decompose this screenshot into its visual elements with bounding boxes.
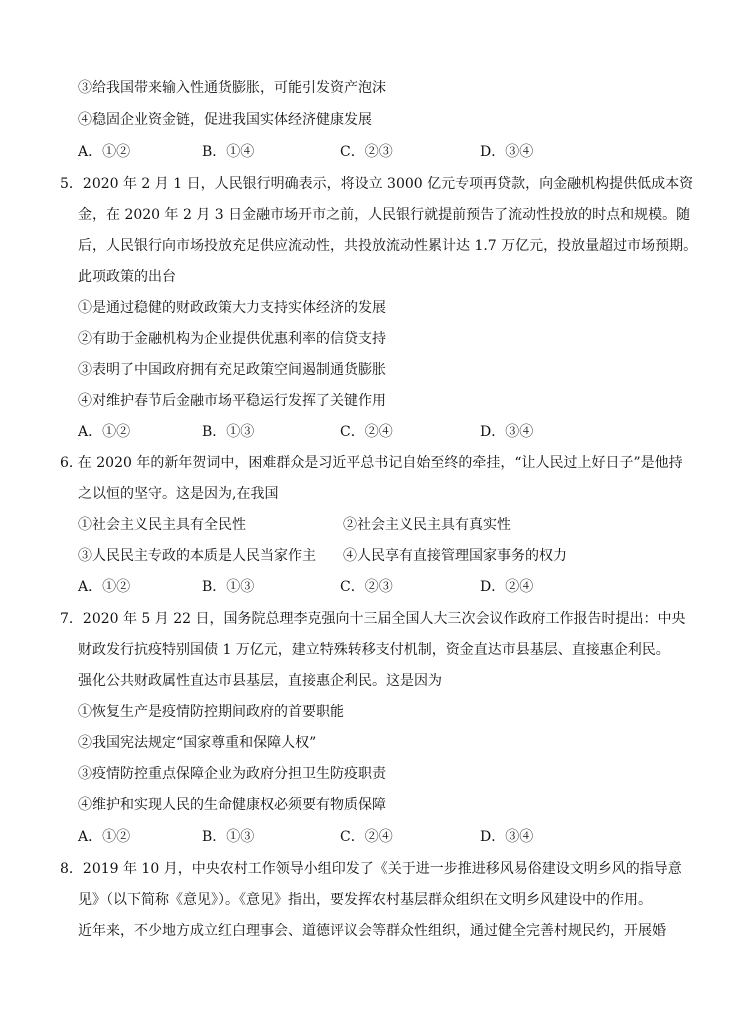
q6-option-3: ③人民民主专政的本质是人民当家作主 <box>78 548 316 564</box>
q7-option-3: ③疫情防控重点保障企业为政府分担卫生防疫职责 <box>78 766 386 782</box>
q8-stem-line-2: 见》（以下简称《意见》）。《意见》指出，要发挥农村基层群众组织在文明乡风建设中的作用。 <box>78 892 652 908</box>
q6-answer-c: C．②③ <box>340 579 393 595</box>
q5-answer-a: A．①② <box>78 424 131 440</box>
q6-option-1: ①社会主义民主具有全民性 <box>78 517 246 533</box>
q7-option-1: ①恢复生产是疫情防控期间政府的首要职能 <box>78 704 344 720</box>
q5-answer-c: C．②④ <box>340 424 393 440</box>
q7-option-2: ②我国宪法规定“国家尊重和保障人权” <box>78 735 317 751</box>
q5-option-3: ③表明了中国政府拥有充足政策空间遏制通货膨胀 <box>78 362 386 378</box>
q7-option-4: ④维护和实现人民的生命健康权必须要有物质保障 <box>78 797 386 813</box>
q7-answer-c: C．②④ <box>340 829 393 845</box>
q6-answer-a: A．①② <box>78 579 131 595</box>
q7-answer-a: A．①② <box>78 829 131 845</box>
q5-stem-line-1: 5．2020 年 2 月 1 日，人民银行明确表示，将设立 3000 亿元专项再贷款，向金融机构提供低成本资 <box>60 176 694 192</box>
q4-answer-d: D．③④ <box>480 144 534 160</box>
q6-stem-line-2: 之以恒的坚守。这是因为,在我国 <box>78 486 279 502</box>
q7-answer-d: D．③④ <box>480 829 534 845</box>
q7-stem-line-3: 强化公共财政属性直达市县基层，直接惠企利民。这是因为 <box>78 673 442 689</box>
q5-stem-line-2: 金，在 2020 年 2 月 3 日金融市场开市之前，人民银行就提前预告了流动性投放的时点和规模。随 <box>78 207 691 223</box>
q5-stem-line-4: 此项政策的出台 <box>78 269 176 285</box>
q8-stem-line-1: 8．2019 年 10 月，中央农村工作领导小组印发了《关于进一步推进移风易俗建设文明乡风的指导意 <box>60 861 682 877</box>
q6-option-2: ②社会主义民主具有真实性 <box>343 517 511 533</box>
q5-option-2: ②有助于金融机构为企业提供优惠利率的信贷支持 <box>78 331 386 347</box>
q7-stem-line-1: 7．2020 年 5 月 22 日，国务院总理李克强向十三届全国人大三次会议作政府工作报告时提出：中央 <box>60 611 686 627</box>
q5-option-1: ①是通过稳健的财政政策大力支持实体经济的发展 <box>78 300 386 316</box>
q7-answer-b: B．①③ <box>202 829 255 845</box>
q5-answer-b: B．①③ <box>202 424 255 440</box>
q5-stem-line-3: 后，人民银行向市场投放充足供应流动性，共投放流动性累计达 1.7 万亿元，投放量超过市场预期。 <box>78 238 698 254</box>
q6-stem-line-1: 6. 在 2020 年的新年贺词中，困难群众是习近平总书记自始至终的牵挂，“让人民过上好日子”是他持 <box>60 455 683 471</box>
q6-answer-b: B．①③ <box>202 579 255 595</box>
q4-option-4: ④稳固企业资金链，促进我国实体经济健康发展 <box>78 112 372 128</box>
q4-answer-a: A．①② <box>78 144 131 160</box>
q6-option-4: ④人民享有直接管理国家事务的权力 <box>343 548 567 564</box>
q4-option-3: ③给我国带来输入性通货膨胀，可能引发资产泡沫 <box>78 80 386 96</box>
q5-option-4: ④对维护春节后金融市场平稳运行发挥了关键作用 <box>78 393 386 409</box>
q4-answer-b: B．①④ <box>202 144 255 160</box>
q4-answer-c: C．②③ <box>340 144 393 160</box>
q6-answer-d: D．②④ <box>480 579 534 595</box>
q7-stem-line-2: 财政发行抗疫特别国债 1 万亿元，建立特殊转移支付机制，资金直达市县基层、直接惠企利民。 <box>78 642 670 658</box>
q5-answer-d: D．③④ <box>480 424 534 440</box>
q8-stem-line-3: 近年来，不少地方成立红白理事会、道德评议会等群众性组织，通过健全完善村规民约，开展婚 <box>78 923 666 939</box>
